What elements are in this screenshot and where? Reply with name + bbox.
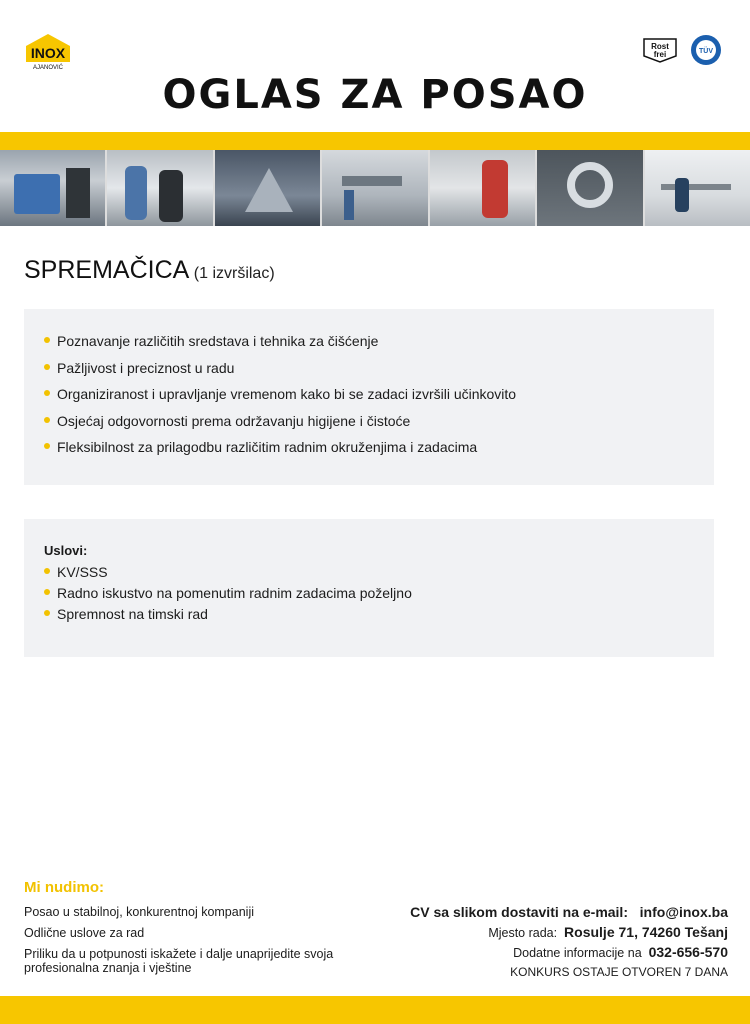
requirement-item: Osjećaj odgovornosti prema održavanju higijene i čistoće [44, 411, 714, 438]
info-label: Dodatne informacije na [513, 946, 642, 960]
job-title [24, 256, 275, 285]
svg-text:Rost: Rost [651, 42, 669, 51]
conditions-list [44, 562, 714, 625]
photo-factory-hall [322, 150, 429, 226]
offer-list [24, 905, 354, 982]
requirements-box [24, 309, 714, 485]
svg-text:frei: frei [653, 50, 667, 59]
cv-line [368, 902, 728, 922]
offer-item: Posao u stabilnoj, konkurentnoj kompaniji [24, 905, 254, 919]
photo-steel-ring [537, 150, 644, 226]
email-link[interactable]: info@inox.ba [639, 904, 728, 920]
inox-logo [24, 32, 72, 70]
location-value: Rosulje 71, 74260 Tešanj [564, 924, 728, 940]
condition-item: Spremnost na timski rad [44, 604, 714, 625]
conditions-heading: Uslovi: [44, 543, 88, 558]
condition-item: Radno iskustvo na pomenutim radnim zadacima poželjno [44, 583, 714, 604]
conditions-box [24, 519, 714, 657]
svg-text:TÜV: TÜV [699, 48, 713, 55]
svg-text:INOX: INOX [30, 45, 66, 61]
info-line [368, 942, 728, 962]
tuv-logo [690, 34, 722, 66]
notice-line: KONKURS OSTAJE OTVOREN 7 DANA [510, 965, 728, 979]
photo-workshop-machine [0, 150, 107, 226]
offer-item: Odlične uslove za rad [24, 926, 145, 940]
contact-block [368, 902, 728, 982]
photo-workers-tools [107, 150, 214, 226]
location-line [368, 922, 728, 942]
condition-item: KV/SSS [44, 562, 714, 583]
photo-strip [0, 150, 750, 226]
requirement-item: Poznavanje različitih sredstava i tehnika za čišćenje [44, 331, 714, 358]
requirements-list [44, 331, 714, 464]
requirement-item: Pažljivost i preciznost u radu [44, 358, 714, 385]
photo-office [645, 150, 750, 226]
offer-item: Priliku da u potpunosti iskažete i dalje unaprijedite svoja profesionalna znanja i vještine [24, 947, 334, 975]
svg-text:AJANOVIĆ: AJANOVIĆ [32, 65, 64, 70]
job-name: SPREMAČICA [24, 256, 190, 284]
photo-metal-part [215, 150, 322, 226]
page-title: OGLAS ZA POSAO [162, 72, 588, 118]
photo-worker-red-shirt [430, 150, 537, 226]
requirement-item: Organiziranost i upravljanje vremenom kako bi se zadaci izvršili učinkovito [44, 384, 714, 411]
phone-value[interactable]: 032-656-570 [648, 944, 728, 960]
job-count: (1 izvršilac) [193, 265, 275, 282]
offer-heading: Mi nudimo: [24, 879, 104, 896]
requirement-item: Fleksibilnost za prilagodbu različitim radnim okruženjima i zadacima [44, 437, 714, 464]
cv-label: CV sa slikom dostaviti na e-mail: [410, 904, 628, 920]
top-accent-bar [0, 132, 750, 150]
location-label: Mjesto rada: [488, 926, 558, 940]
rost-frei-logo [642, 36, 678, 64]
bottom-accent-bar [0, 996, 750, 1024]
